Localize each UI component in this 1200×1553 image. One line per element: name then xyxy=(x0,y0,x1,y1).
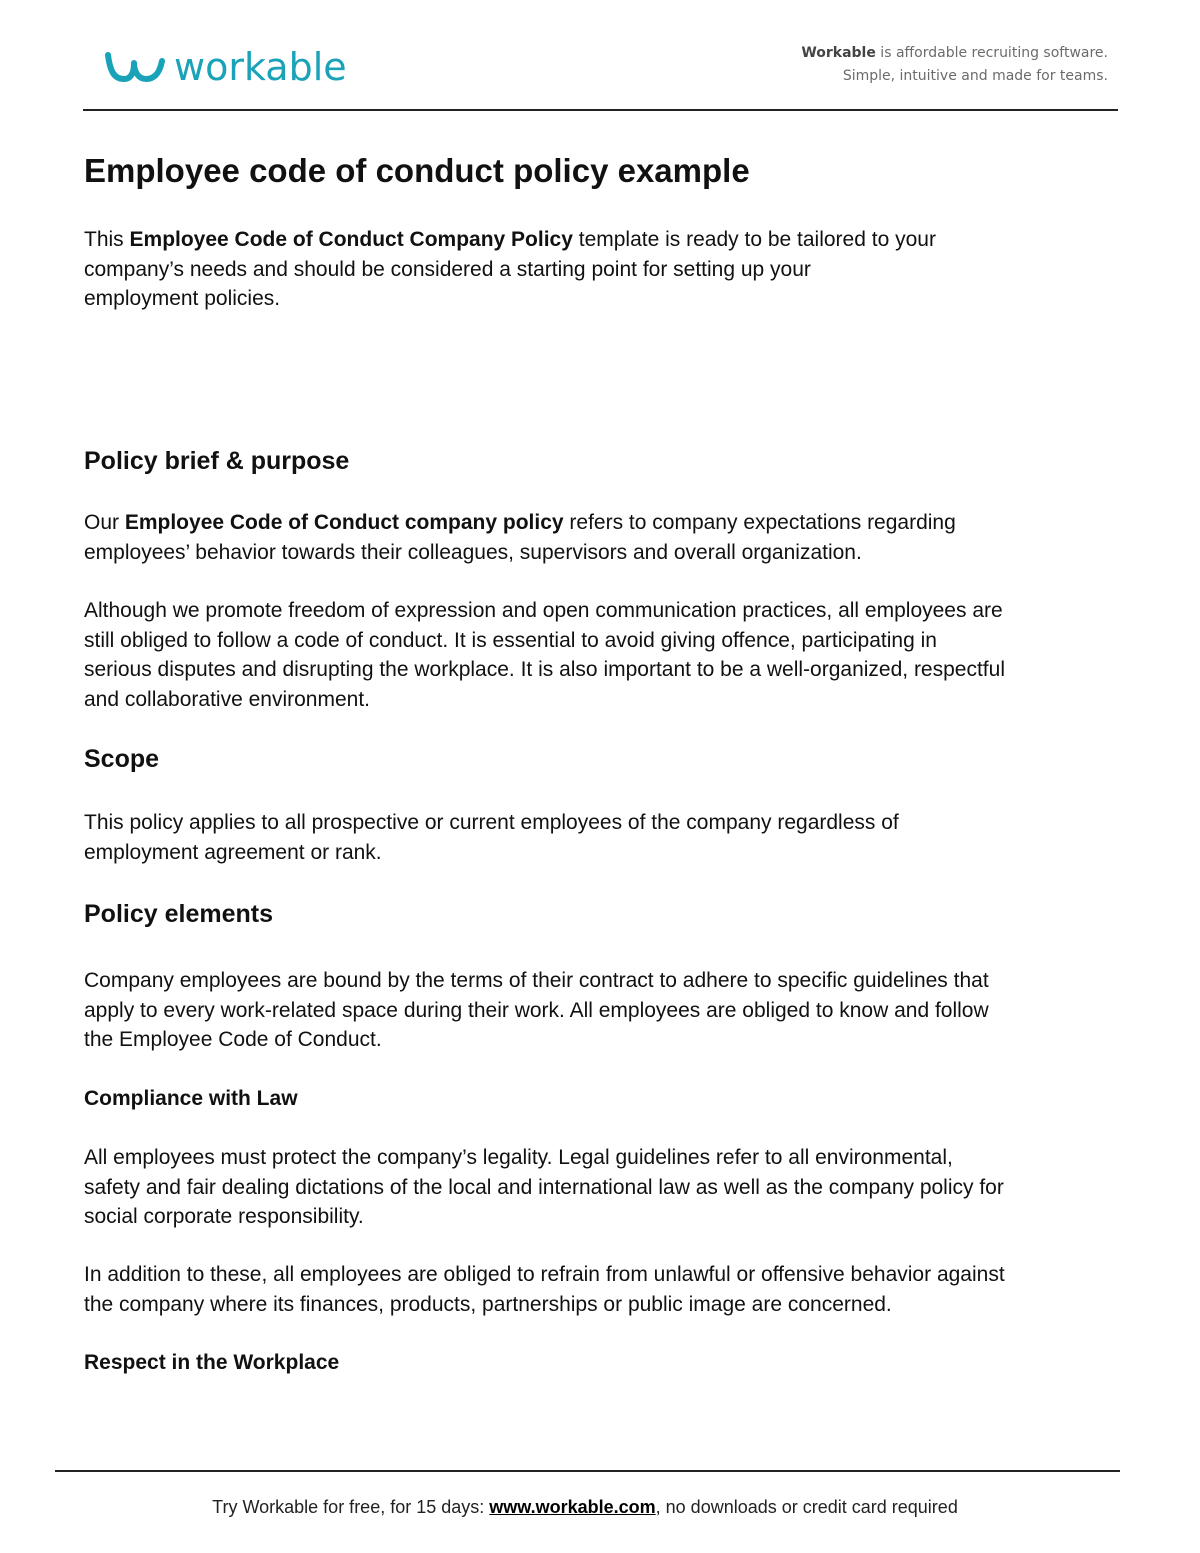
compliance-p2-line2: the company where its finances, products, partnerships or public image are concerned. xyxy=(84,1292,892,1316)
tagline-line1: is affordable recruiting software. xyxy=(875,45,1108,61)
compliance-p2-line1: In addition to these, all employees are obliged to refrain from unlawful or offensive behavior against xyxy=(84,1263,1005,1286)
page-title: Employee code of conduct policy example xyxy=(84,152,750,189)
heading-policy-brief: Policy brief & purpose xyxy=(84,447,350,475)
intro-line1-rest: template is ready to be tailored to your xyxy=(572,228,936,251)
footer-text xyxy=(0,1497,1170,1518)
workable-website-link[interactable]: www.workable.com xyxy=(489,1497,656,1517)
brief-p2-line3: serious disputes and disrupting the workplace. It is also important to be a well-organized, respectful xyxy=(84,658,1005,681)
tagline-line2: Simple, intuitive and made for teams. xyxy=(842,68,1108,84)
compliance-p1-line3: social corporate responsibility. xyxy=(84,1205,364,1228)
heading-scope: Scope xyxy=(84,745,160,773)
header-divider xyxy=(83,109,1118,111)
heading-respect-in-workplace: Respect in the Workplace xyxy=(84,1351,340,1374)
footer-post: , no downloads or credit card required xyxy=(655,1497,958,1517)
intro-line2: company’s needs and should be considered a starting point for setting up your xyxy=(84,257,811,281)
brief-p2-line4: and collaborative environment. xyxy=(84,687,371,711)
scope-paragraph xyxy=(84,808,1124,867)
footer-divider xyxy=(55,1470,1120,1472)
brief-p2-line1: Although we promote freedom of expression and open communication practices, all employees are xyxy=(84,599,1003,622)
elements-paragraph xyxy=(84,966,1124,1055)
brief-paragraph-2 xyxy=(84,596,1124,714)
elements-line3: the Employee Code of Conduct. xyxy=(84,1028,382,1051)
brief-paragraph-1 xyxy=(84,508,1124,567)
header-tagline xyxy=(801,42,1108,88)
elements-line2: apply to every work-related space during their work. All employees are obliged to know and follow xyxy=(84,998,989,1022)
brief-p1-pre: Our xyxy=(84,511,125,534)
compliance-p1-line2: safety and fair dealing dictations of the local and international law as well as the company policy for xyxy=(84,1175,1004,1199)
compliance-p1-line1: All employees must protect the company’s legality. Legal guidelines refer to all environmental, xyxy=(84,1146,953,1169)
brief-p1-line2: employees’ behavior towards their colleagues, supervisors and overall organization. xyxy=(84,540,862,564)
intro-line3: employment policies. xyxy=(84,287,281,310)
workable-logo xyxy=(104,46,347,88)
footer-pre: Try Workable for free, for 15 days: xyxy=(212,1497,490,1517)
compliance-paragraph-1 xyxy=(84,1143,1124,1232)
heading-policy-elements: Policy elements xyxy=(84,900,273,928)
scope-line2: employment agreement or rank. xyxy=(84,840,382,864)
scope-line1: This policy applies to all prospective or current employees of the company regardless of xyxy=(84,811,899,834)
brief-p1-bold: Employee Code of Conduct company policy xyxy=(124,511,564,534)
intro-bold: Employee Code of Conduct Company Policy xyxy=(129,228,573,251)
logo-wordmark: workable xyxy=(174,45,347,89)
intro-pre: This xyxy=(84,228,130,251)
brief-p2-line2: still obliged to follow a code of conduct. It is essential to avoid giving offence, participating in xyxy=(84,628,937,652)
heading-compliance-with-law: Compliance with Law xyxy=(84,1087,298,1110)
workable-logo-mark-icon xyxy=(104,47,168,87)
brief-p1-line1-rest: refers to company expectations regarding xyxy=(563,511,956,534)
compliance-paragraph-2 xyxy=(84,1260,1124,1319)
intro-paragraph xyxy=(84,225,1124,314)
tagline-brand: Workable xyxy=(801,45,876,61)
elements-line1: Company employees are bound by the terms of their contract to adhere to specific guidelines that xyxy=(84,969,989,992)
